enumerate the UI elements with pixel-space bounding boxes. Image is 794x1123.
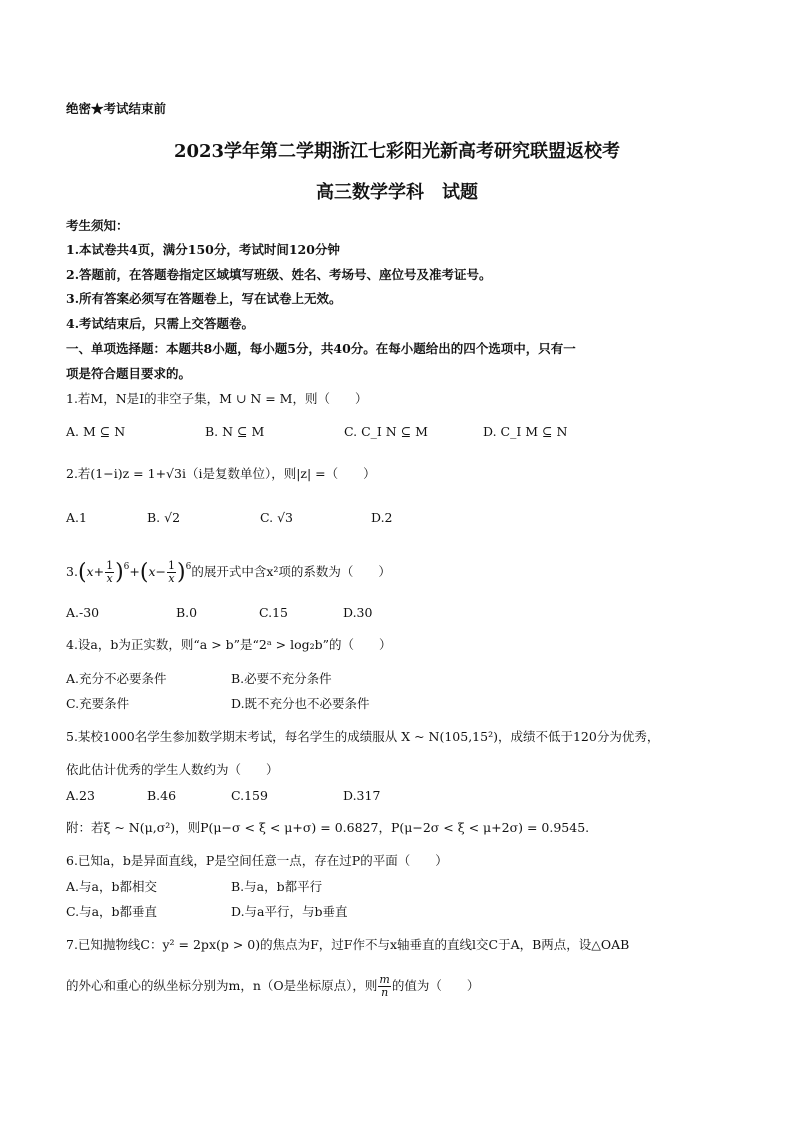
q3-stem <box>66 552 391 584</box>
notice-item: 1.本试卷共4页，满分150分，考试时间120分钟 <box>66 242 340 257</box>
q6-stem: 6.已知a，b是异面直线，P是空间任意一点，存在过P的平面（ ） <box>66 853 448 868</box>
q5-option-d: D.317 <box>343 788 381 803</box>
q2-option-d: D.2 <box>371 510 393 525</box>
q1-option-c: C. C_I N ⊆ M <box>344 424 428 439</box>
q5-note: 附：若ξ ~ N(μ,σ²)，则P(μ−σ < ξ < μ+σ) = 0.6827，P(μ−2σ < ξ < μ+2σ) = 0.9545. <box>66 820 590 835</box>
q4-option-a: A.充分不必要条件 <box>66 671 167 686</box>
q6-option-a: A.与a，b都相交 <box>66 879 157 894</box>
q5-stem-line2: 依此估计优秀的学生人数约为（ ） <box>66 762 279 777</box>
q1-option-b: B. N ⊆ M <box>205 424 265 439</box>
q2-option-c: C. √3 <box>260 510 293 525</box>
q7-fraction <box>378 974 390 999</box>
q4-option-c: C.充要条件 <box>66 696 130 711</box>
q4-option-d: D.既不充分也不必要条件 <box>231 696 370 711</box>
q7-stem-line2 <box>66 972 479 1000</box>
q7-frac-num: m <box>379 973 390 986</box>
q1-stem: 1.若M，N是I的非空子集，M ∪ N = M，则（ ） <box>66 391 368 406</box>
q4-option-b: B.必要不充分条件 <box>231 671 332 686</box>
q5-option-c: C.159 <box>231 788 268 803</box>
notice-item: 3.所有答案必须写在答题卷上，写在试卷上无效。 <box>66 291 342 306</box>
q3-option-d: D.30 <box>343 605 373 620</box>
exam-subtitle: 高三数学学科 试题 <box>316 182 478 203</box>
q1-option-a: A. M ⊆ N <box>66 424 126 439</box>
notice-heading: 考生须知： <box>66 218 129 233</box>
q5-stem-line1: 5.某校1000名学生参加数学期末考试，每名学生的成绩服从 X ~ N(105,15²)，成绩不低于120分为优秀， <box>66 729 660 744</box>
exam-title: 2023学年第二学期浙江七彩阳光新高考研究联盟返校考 <box>173 141 621 162</box>
q5-option-a: A.23 <box>66 788 95 803</box>
notice-item: 2.答题前，在答题卷指定区域填写班级、姓名、考场号、座位号及准考证号。 <box>66 267 492 282</box>
q7-stem-line1: 7.已知抛物线C：y² = 2px(p > 0)的焦点为F，过F作不与x轴垂直的直线l交C于A，B两点，设△OAB <box>66 937 630 952</box>
section-heading-line1: 一、单项选择题：本题共8小题，每小题5分，共40分。在每小题给出的四个选项中，只有一 <box>66 341 576 356</box>
q5-option-b: B.46 <box>147 788 177 803</box>
q6-option-d: D.与a平行，与b垂直 <box>231 904 348 919</box>
q4-stem: 4.设a，b为正实数，则“a > b”是“2ᵃ > log₂b”的（ ） <box>66 637 392 652</box>
q3-option-c: C.15 <box>259 605 288 620</box>
notice-item: 4.考试结束后，只需上交答题卷。 <box>66 316 255 331</box>
q7-stem-pre: 的外心和重心的纵坐标分别为m，n（O是坐标原点），则 <box>66 978 378 993</box>
q2-option-b: B. √2 <box>147 510 181 525</box>
q1-option-d: D. C_I M ⊆ N <box>483 424 568 439</box>
q2-stem: 2.若(1−i)z = 1+√3i（i是复数单位），则|z| =（ ） <box>66 466 376 481</box>
q7-frac-den: n <box>381 986 389 999</box>
q7-stem-post: 的值为（ ） <box>391 978 480 993</box>
q6-option-b: B.与a，b都平行 <box>231 879 323 894</box>
q2-option-a: A.1 <box>66 510 87 525</box>
q3-stem-text: 的展开式中含x²项的系数为（ ） <box>191 564 391 579</box>
section-heading-line2: 项是符合题目要求的。 <box>66 366 192 381</box>
q3-expression: 3.(x+ $\frac{1}{x}$ )$^6$+(x− $\frac{1}{x}$ )$^6$ <box>66 559 192 585</box>
secret-label: 绝密★考试结束前 <box>66 101 167 116</box>
q3-option-a: A.-30 <box>66 605 100 620</box>
q6-option-c: C.与a，b都垂直 <box>66 904 158 919</box>
q3-option-b: B.0 <box>176 605 198 620</box>
